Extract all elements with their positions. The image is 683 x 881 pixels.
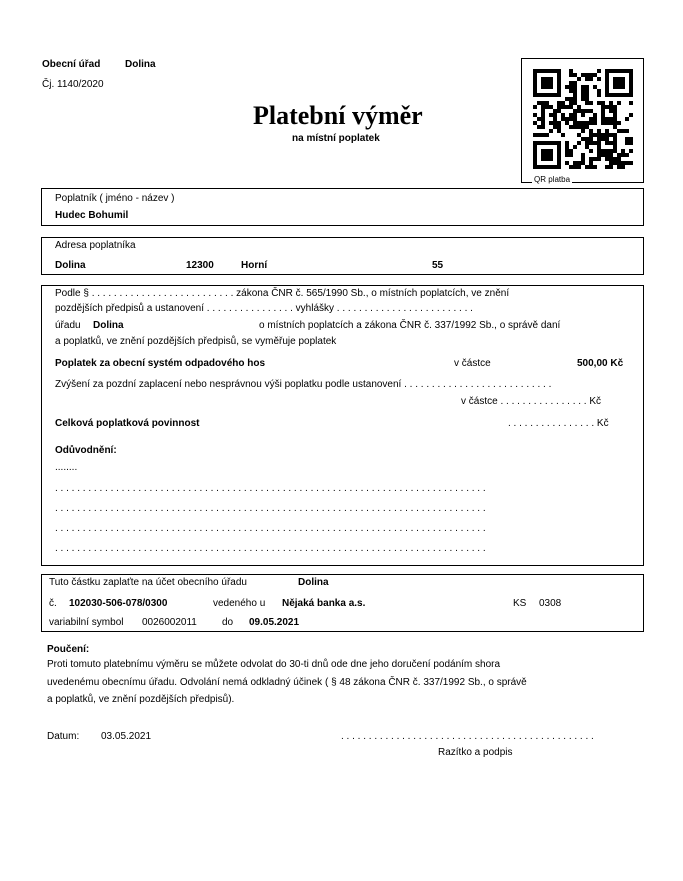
notice-line-2: uvedenému obecnímu úřadu. Odvolání nemá odkladný účinek ( § 48 zákona ČNR č. 337/1992 Sb., o správě [47,677,527,688]
reason-label: Odůvodnění: [55,445,117,456]
due-label: do [222,617,234,628]
reason-line: . . . . . . . . . . . . . . . . . . . . . . . . . . . . . . . . . . . . . . . . . . . . . . . . . . . . . . . . . . . . . . . . . . . . . . . . . . . . . . [55,543,486,554]
bank-name: Nějaká banka a.s. [282,598,366,609]
notice-line-1: Proti tomuto platebnímu výměru se můžete odvolat do 30-ti dnů ode dne jeho doručení podáním shora [47,659,501,670]
address-label: Adresa poplatníka [55,240,136,251]
legal-basis-line-4: a poplatků, ve znění pozdějších předpisů, se vyměřuje poplatek [55,336,337,347]
notice-line-3: a poplatků, ve znění pozdějších předpisů). [47,694,235,705]
bank-label: vedeného u [213,598,266,609]
ks-label: KS [513,598,527,609]
qr-code-icon [533,69,633,169]
document-subtitle: na místní poplatek [292,133,380,144]
reason-line: . . . . . . . . . . . . . . . . . . . . . . . . . . . . . . . . . . . . . . . . . . . . . . . . . . . . . . . . . . . . . . . . . . . . . . . . . . . . . . [55,523,486,534]
address-town: Dolina [55,260,86,271]
document-title: Platební výměr [253,101,423,130]
signature-dots: . . . . . . . . . . . . . . . . . . . . . . . . . . . . . . . . . . . . . . . . . . . . . . [341,731,594,742]
payment-intro: Tuto částku zaplaťte na účet obecního úřadu [49,577,247,588]
payment-box [41,574,644,632]
vs-value: 0026002011 [142,617,197,628]
legal-basis-line-3: o místních poplatcích a zákona ČNR č. 337/1992 Sb., o správě daní [259,320,561,331]
qr-code-frame [521,58,644,183]
taxpayer-name: Hudec Bohumil [55,210,129,221]
reason-short: ........ [55,462,78,473]
increase-amount: v částce . . . . . . . . . . . . . . . . Kč [461,396,602,407]
notice-heading: Poučení: [47,644,90,655]
office-name: Dolina [125,59,156,70]
date-label: Datum: [47,731,80,742]
taxpayer-box [41,188,644,226]
ks-value: 0308 [539,598,562,609]
account-label: č. [49,598,57,609]
fee-amount: 500,00 Kč [577,358,624,369]
address-street: Horní [241,260,268,271]
taxpayer-label: Poplatník ( jméno - název ) [55,193,175,204]
total-amount: . . . . . . . . . . . . . . . . Kč [508,418,609,429]
fee-name: Poplatek za obecní systém odpadového hos [55,358,266,369]
office-label: Obecní úřad [42,59,101,70]
vs-label: variabilní symbol [49,617,124,628]
reason-line: . . . . . . . . . . . . . . . . . . . . . . . . . . . . . . . . . . . . . . . . . . . . . . . . . . . . . . . . . . . . . . . . . . . . . . . . . . . . . . [55,503,486,514]
stamp-signature-label: Razítko a podpis [438,747,513,758]
payment-office: Dolina [298,577,329,588]
address-number: 55 [432,260,444,271]
address-box [41,237,644,275]
increase-line: Zvýšení za pozdní zaplacení nebo nesprávnou výši poplatku podle ustanovení . . . . . . . . . . . . . . . . . . . . . . . . . . . [55,379,552,390]
account-number: 102030-506-078/0300 [69,598,168,609]
reason-line: . . . . . . . . . . . . . . . . . . . . . . . . . . . . . . . . . . . . . . . . . . . . . . . . . . . . . . . . . . . . . . . . . . . . . . . . . . . . . . [55,483,486,494]
total-label: Celková poplatková povinnost [55,418,200,429]
qr-label: QR platba [534,175,571,184]
due-date: 09.05.2021 [249,617,300,628]
fee-amount-label: v částce [454,358,491,369]
office-name-inline: Dolina [93,320,124,331]
date-value: 03.05.2021 [101,731,152,742]
legal-basis-line-1: Podle § . . . . . . . . . . . . . . . . . . . . . . . . . . zákona ČNR č. 565/1990 Sb., o místních poplatcích, ve znění [55,288,510,299]
legal-basis-line-2: pozdějších předpisů a ustanovení . . . . . . . . . . . . . . . . vyhlášky . . . . . . . . . . . . . . . . . . . . . . . . . [55,303,473,314]
address-zip: 12300 [186,260,214,271]
office-prefix: úřadu [55,320,81,331]
fee-assessment-box [41,285,644,566]
reference-number: Čj. 1140/2020 [42,79,104,90]
